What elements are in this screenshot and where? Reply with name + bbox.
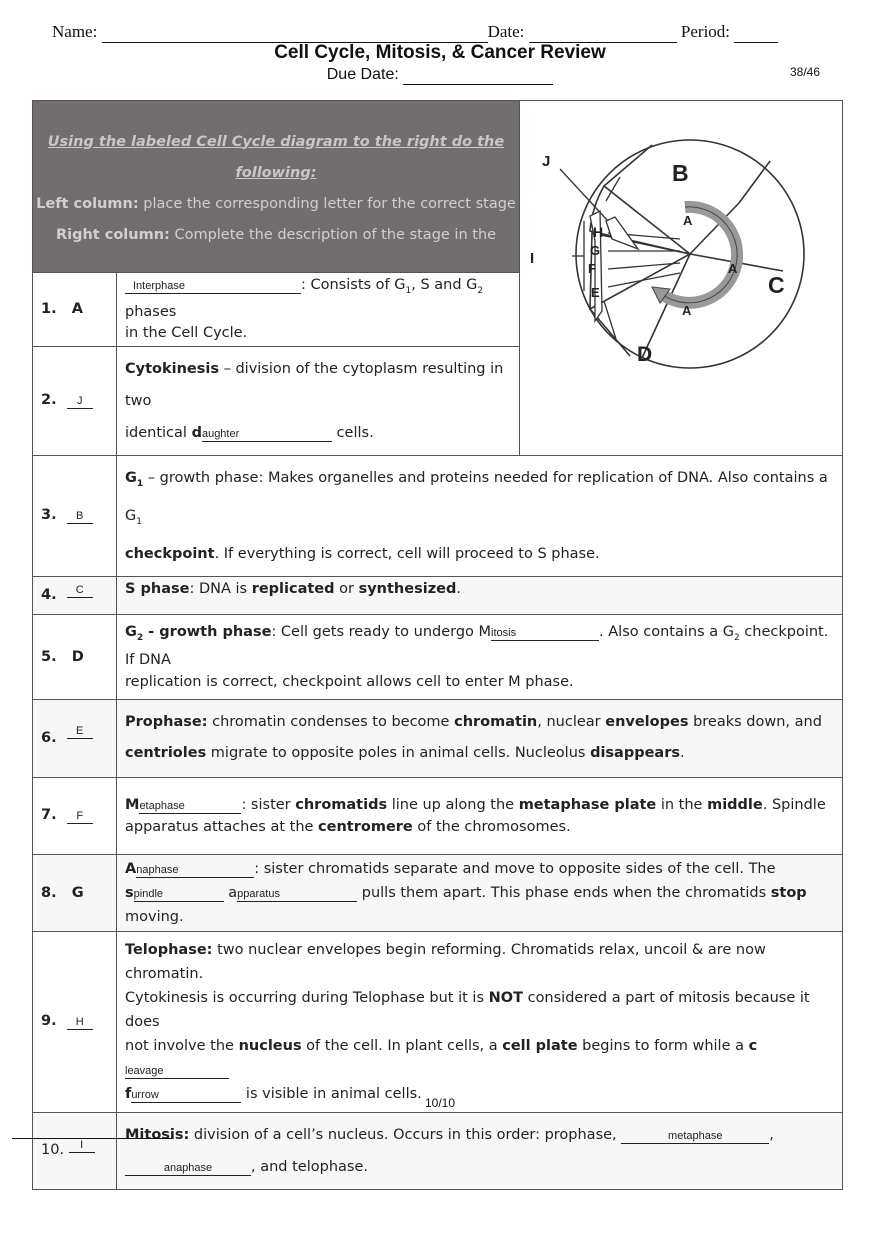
answer-blank[interactable]: etaphase xyxy=(139,799,241,814)
letter-answer[interactable]: I xyxy=(69,1138,95,1153)
answer-blank[interactable]: naphase xyxy=(136,863,254,878)
instructions-left: Left column: place the corresponding letter for the correct stage xyxy=(36,195,516,212)
worksheet-table xyxy=(32,100,843,1190)
period-label: Period: xyxy=(680,22,731,41)
name-label: Name: xyxy=(52,22,98,41)
table-row: 7. F Metaphase : sister chromatids line up along the metaphase plate in the middle. Spindle apparatus attaches at the centromere of the chromosomes. xyxy=(33,777,843,854)
answer-blank[interactable]: pindle xyxy=(134,887,224,902)
table-row: 5. D $G_2$ - growth phase: Cell gets ready to undergo Mitosis . Also contains a $G_2$ checkpoint. If DNA replication is correct, checkpoint allows cell to enter M phase. xyxy=(33,614,843,699)
page-title: Cell Cycle, Mitosis, & Cancer Review xyxy=(274,42,606,63)
table-row: 1. A Interphase : Consists of $G_1$, S and $G_2$ phases in the Cell Cycle. xyxy=(33,273,843,347)
diagram-label-i: I xyxy=(530,249,535,267)
due-date xyxy=(0,66,880,85)
diagram-label-b: B xyxy=(672,159,689,186)
footer-score: 10/10 xyxy=(424,1096,456,1110)
diagram-label-d: D xyxy=(637,342,653,366)
answer-blank[interactable]: pparatus xyxy=(237,887,357,902)
letter-answer[interactable]: G xyxy=(71,884,84,901)
table-row: 2. J Cytokinesis – division of the cytoplasm resulting in two identical daughter cells. xyxy=(33,346,843,455)
period-field[interactable] xyxy=(734,22,778,43)
score-badge: 38/46 xyxy=(790,65,821,79)
answer-blank[interactable]: aughter xyxy=(202,427,332,442)
answer-blank[interactable]: anaphase xyxy=(125,1161,251,1176)
diagram-label-f: F xyxy=(588,260,596,276)
instructions-heading: Using the labeled Cell Cycle diagram to the right do the following: xyxy=(47,133,505,181)
letter-answer[interactable]: E xyxy=(67,724,93,739)
due-label: Due Date: xyxy=(326,66,399,83)
diagram-label-a1: A xyxy=(683,212,693,228)
diagram-label-g: G xyxy=(590,242,601,258)
letter-answer[interactable]: B xyxy=(67,509,93,524)
letter-answer[interactable]: F xyxy=(67,809,93,824)
header-fields xyxy=(52,22,778,43)
instructions-box xyxy=(33,101,520,273)
answer-blank[interactable]: urrow xyxy=(131,1088,241,1103)
letter-answer[interactable]: A xyxy=(71,301,83,318)
diagram-label-a3: A xyxy=(682,302,692,318)
table-row: 6. E Prophase: chromatin condenses to become chromatin, nuclear envelopes breaks down, and centrioles migrate to opposite poles in animal cells. Nucleolus disappears. xyxy=(33,699,843,777)
cell-cycle-diagram-cell xyxy=(520,101,843,456)
answer-blank[interactable]: leavage xyxy=(125,1064,229,1079)
table-row: 8. G Anaphase : sister chromatids separate and move to opposite sides of the cell. The spindle apparatus pulls them apart. This phase ends when the chromatids stop moving. xyxy=(33,854,843,931)
diagram-label-c: C xyxy=(768,271,785,298)
diagram-label-e: E xyxy=(591,284,600,300)
diagram-label-h: H xyxy=(593,223,604,240)
answer-blank[interactable]: Interphase xyxy=(125,279,301,294)
answer-blank[interactable]: itosis xyxy=(491,626,599,641)
due-date-field[interactable] xyxy=(403,66,553,85)
table-row: 9. H Telophase: two nuclear envelopes begin reforming. Chromatids relax, uncoil & are now chromatin. Cytokinesis is occurring during Telophase but it is NOT considered a part of mitosis because it does not involve the nucleus of the cell. In plant cells, a cell plate begins to form while a cleavage furrow is visible in animal cells. xyxy=(33,931,843,1112)
instructions-right: Right column: Complete the description of the stage in the xyxy=(55,226,497,243)
cell-cycle-diagram xyxy=(520,121,842,431)
letter-answer[interactable]: J xyxy=(67,394,93,409)
date-field[interactable] xyxy=(529,22,677,43)
letter-answer[interactable]: C xyxy=(67,583,93,598)
letter-answer[interactable]: D xyxy=(71,648,84,665)
table-row: 3. B $G_1$ – growth phase: Makes organelles and proteins needed for replication of DNA. Also contains a $G_1$ checkpoint. If everything is correct, cell will proceed to S phase. xyxy=(33,455,843,576)
date-label: Date: xyxy=(487,22,525,41)
footer-divider xyxy=(12,1138,172,1139)
letter-answer[interactable]: H xyxy=(67,1015,93,1030)
name-field[interactable] xyxy=(102,22,488,43)
table-row: 4. C S phase: DNA is replicated or synthesized. xyxy=(33,576,843,614)
diagram-label-j: J xyxy=(542,152,551,170)
answer-blank[interactable]: metaphase xyxy=(621,1129,769,1144)
table-row: 10. I Mitosis: division of a cell’s nucleus. Occurs in this order: prophase, metaphase , anaphase , and telophase. xyxy=(33,1112,843,1189)
diagram-label-a2: A xyxy=(728,260,738,276)
